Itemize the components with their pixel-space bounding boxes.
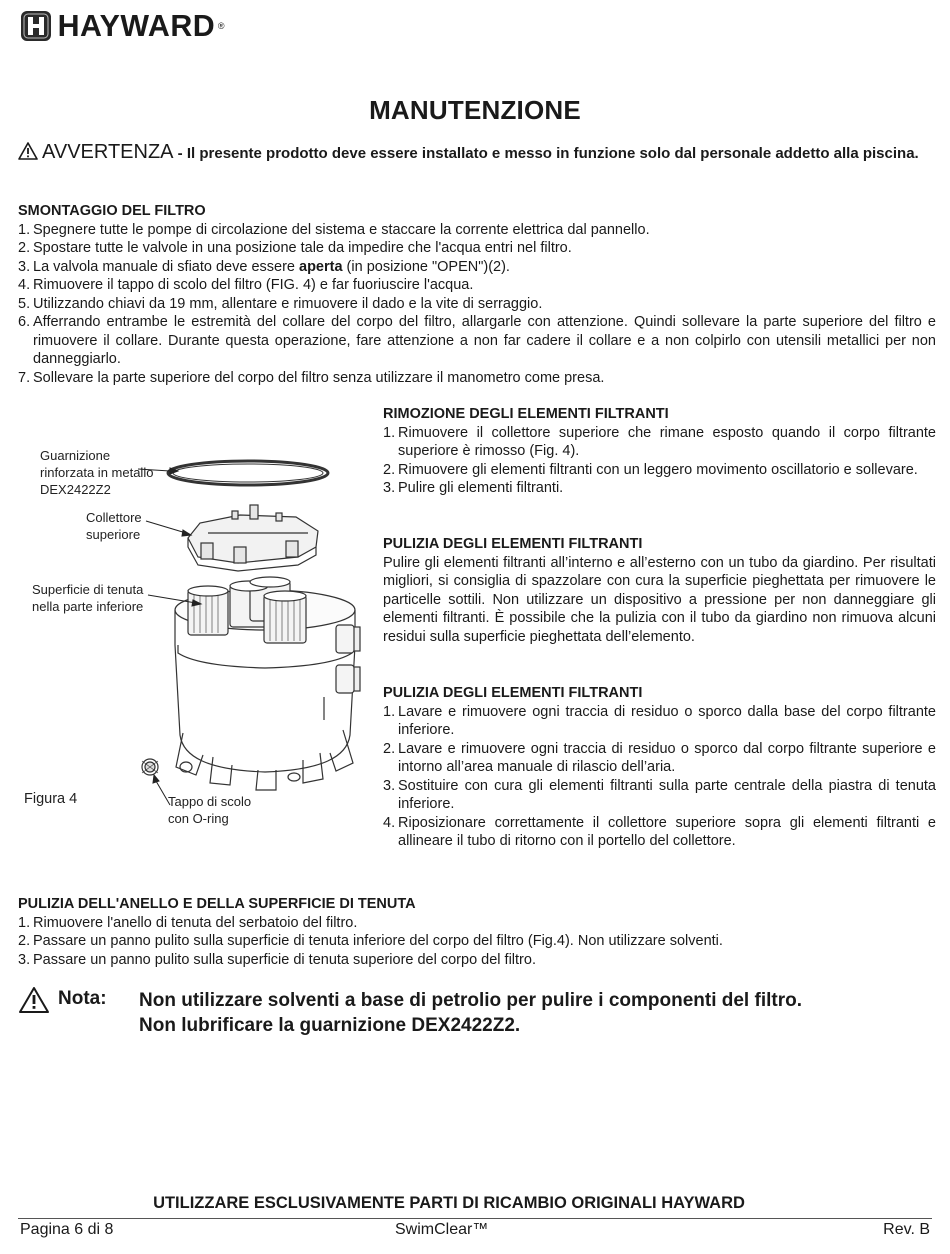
figure-caption: Figura 4 (24, 791, 78, 807)
list-item: 6. Afferrando entrambe le estremità del collare del corpo del filtro, allargarle con attenzione. Quindi sollevare la parte superiore del filtro e rimuovere il collare. Durante questa operazione, fare attenzione a non far cadere il collare e a non colpirlo con utensili metallici per non danneggiarlo. (18, 314, 936, 367)
page-footer (20, 1221, 930, 1239)
list-item: 3. Passare un panno pulito sulla superficie di tenuta superiore del corpo del filtro. (18, 951, 536, 968)
section-heading: PULIZIA DEGLI ELEMENTI FILTRANTI (383, 536, 643, 552)
section-pulizia-elementi-2 (383, 684, 936, 851)
page-title: MANUTENZIONE (369, 95, 581, 125)
section-heading: PULIZIA DELL'ANELLO E DELLA SUPERFICIE DI TENUTA (18, 896, 416, 912)
product-name: SwimClear™ (395, 1221, 489, 1238)
list-item: 5. Utilizzando chiavi da 19 mm, allentare e rimuovere il dado e la vite di serraggio. (18, 295, 543, 312)
list-item: 3. Pulire gli elementi filtranti. (383, 480, 564, 496)
list-item: 4. Riposizionare correttamente il collettore superiore sopra gli elementi filtranti e allineare il tubo di ritorno con il portello del collettore. (383, 814, 936, 849)
list-item: 2. Passare un panno pulito sulla superficie di tenuta inferiore del corpo del filtro (Fig.4). Non utilizzare solventi. (18, 933, 723, 949)
label-superficie: Superficie di tenuta nella parte inferiore (32, 582, 144, 614)
footer-note: UTILIZZARE ESCLUSIVAMENTE PARTI DI RICAMBIO ORIGINALI HAYWARD (153, 1194, 745, 1212)
list-item: 2. Spostare tutte le valvole in una posizione tale da impedire che l'acqua entri nel filtro. (18, 240, 572, 256)
warning-text: - Il presente prodotto deve essere installato e messo in funzione solo dal personale addetto alla piscina. (173, 145, 919, 162)
nota-text: Non utilizzare solventi a base di petrolio per pulire i componenti del filtro. Non lubrificare la guarnizione DEX2422Z2. (139, 990, 802, 1036)
nota-label: Nota: (58, 988, 107, 1009)
hayward-h-logo-icon (20, 10, 52, 42)
section-smontaggio (18, 202, 936, 387)
list-item: 1. Spegnere tutte le pompe di circolazione del sistema e staccare la corrente elettrica dal pannello. (18, 221, 650, 238)
page-number: Pagina 6 di 8 (20, 1221, 114, 1238)
anello-list (18, 914, 936, 970)
section-heading: RIMOZIONE DEGLI ELEMENTI FILTRANTI (383, 406, 669, 422)
list-item: 7. Sollevare la parte superiore del corpo del filtro senza utilizzare il manometro come presa. (18, 369, 605, 386)
warning-label: AVVERTENZA (42, 141, 174, 163)
brand-name: HAYWARD (57, 8, 216, 43)
pulizia-list (383, 703, 936, 851)
label-collettore: Collettore superiore (86, 510, 142, 542)
list-item: 4. Rimuovere il tappo di scolo del filtro (FIG. 4) e far fuoriuscire l'acqua. (18, 277, 474, 293)
section-heading: PULIZIA DEGLI ELEMENTI FILTRANTI (383, 685, 643, 701)
label-tappo: Tappo di scolo con O-ring (168, 794, 252, 826)
hayward-logo (20, 8, 224, 44)
revision: Rev. B (883, 1221, 930, 1238)
section-heading: SMONTAGGIO DEL FILTRO (18, 203, 206, 219)
section-paragraph: Pulire gli elementi filtranti all’interno e all’esterno con un tubo da giardino. Per risultati migliori, si consiglia di spazzolare con cura la superficie pieghettata per rimuovere le particelle sottili. Non utilizzare un dispositivo a pressione per non danneggiare gli elementi filtranti. È possibile che la pulizia con il tubo da giardino non rimuova alcuni residui sulla superficie pieghettata dell’elemento. (383, 554, 936, 645)
label-guarnizione: Guarnizione rinforzata in metallo DEX2422Z2 (40, 448, 154, 497)
list-item: 2. Lavare e rimuovere ogni traccia di residuo o sporco dal corpo filtrante superiore e intorno all’area manuale di rilascio dell’aria. (383, 740, 936, 775)
list-item: 1. Lavare e rimuovere ogni traccia di residuo o sporco dalla base del corpo filtrante inferiore. (383, 703, 936, 738)
warning-triangle-icon (18, 986, 50, 1014)
list-item: 1. Rimuovere il collettore superiore che rimane esposto quando il corpo filtrante superiore è rimosso (Fig. 4). (383, 424, 936, 459)
figure-4 (18, 435, 368, 855)
warning-block (18, 142, 930, 164)
list-item: 3. La valvola manuale di sfiato deve essere aperta (in posizione "OPEN")(2). (18, 258, 510, 275)
section-rimozione (383, 405, 936, 498)
list-item: 3. Sostituire con cura gli elementi filtranti sulla parte centrale della piastra di tenuta inferiore. (383, 777, 936, 812)
list-item: 1. Rimuovere l'anello di tenuta del serbatoio del filtro. (18, 914, 358, 931)
smontaggio-list (18, 221, 936, 388)
footer-divider (18, 1218, 932, 1219)
rimozione-list (383, 424, 936, 498)
section-pulizia-elementi (383, 535, 936, 646)
list-item: 2. Rimuovere gli elementi filtranti con un leggero movimento oscillatorio e sollevare. (383, 461, 918, 478)
warning-triangle-icon (18, 142, 38, 160)
registered-mark: ® (217, 21, 225, 31)
section-anello (18, 895, 936, 969)
